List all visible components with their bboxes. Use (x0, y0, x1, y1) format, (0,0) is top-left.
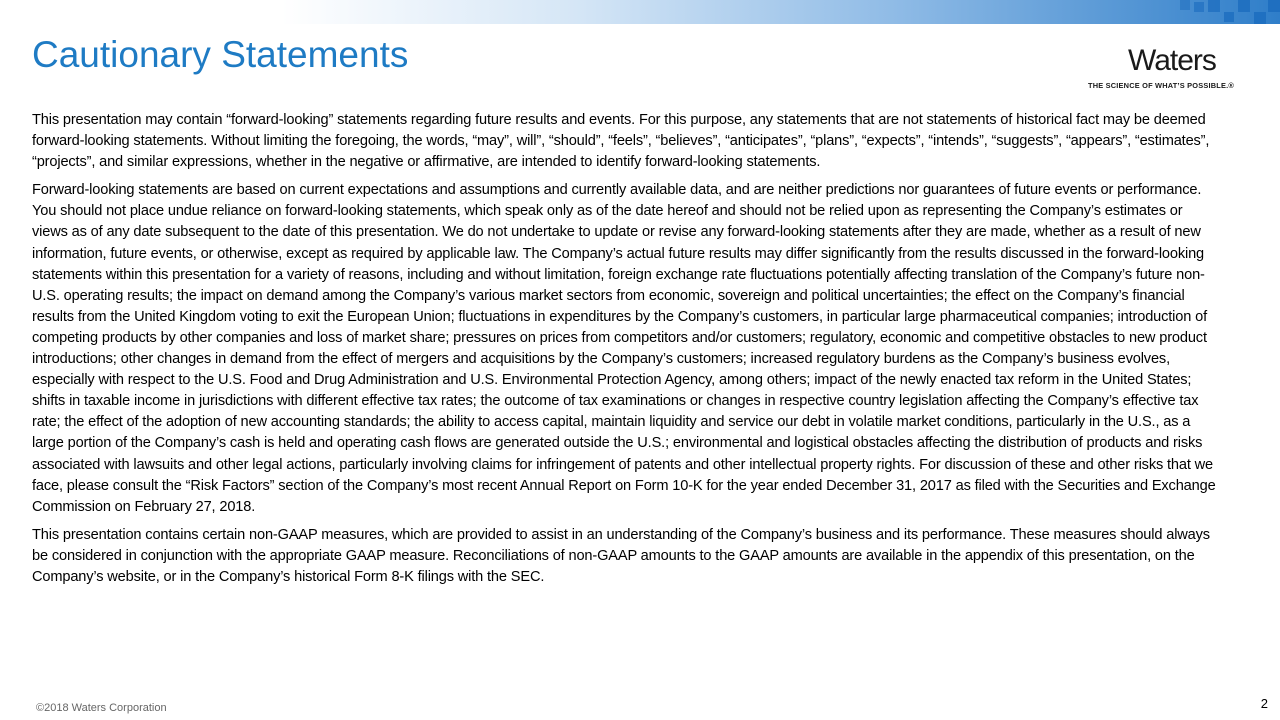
footer-copyright: ©2018 Waters Corporation (36, 702, 167, 714)
page-number: 2 (1260, 696, 1268, 711)
page-title: Cautionary Statements (32, 34, 409, 75)
logo-wordmark: Waters (1128, 44, 1216, 77)
cautionary-statements-body (32, 110, 1222, 595)
decorative-squares (1110, 0, 1280, 24)
logo-tagline: THE SCIENCE OF WHAT’S POSSIBLE.® (1088, 81, 1234, 90)
header-gradient-banner (0, 0, 1280, 24)
paragraph-non-gaap: This presentation contains certain non-GAAP measures, which are provided to assist in an understanding of the Company’s business and its performance. These measures should always be considered in conjunction with the appropriate GAAP measure. Reconciliations of non-GAAP amounts to the GAAP amounts are available in the appendix of this presentation, on the Company’s website, or in the Company’s historical Form 8-K filings with the SEC. (32, 526, 1210, 585)
paragraph-forward-looking-risks: Forward-looking statements are based on current expectations and assumptions and currently available data, and are neither predictions nor guarantees of future events or performance. You should not place undue reliance on forward-looking statements, which speak only as of the date hereof and should not be relied upon as representing the Company’s estimates or views as of any date subsequent to the date of this presentation. We do not undertake to update or revise any forward-looking statements after they are made, whether as a result of new information, future events, or otherwise, except as required by applicable law. The Company’s actual future results may differ significantly from the results discussed in the forward-looking statements within this presentation for a variety of reasons, including and without limitation, foreign exchange rate fluctuations potentially affecting translation of the Company’s future non-U.S. operating results; the impact on demand among the Company’s various market sectors from economic, sovereign and political uncertainties; the effect on the Company’s financial results from the United Kingdom voting to exit the European Union; fluctuations in expenditures by the Company’s customers, in particular large pharmaceutical companies; introduction of competing products by other companies and loss of market share; pressures on prices from competitors and/or customers; regulatory, economic and competitive obstacles to new product introductions; other changes in demand from the effect of mergers and acquisitions by the Company’s customers; increased regulatory burdens as the Company’s business evolves, especially with respect to the U.S. Food and Drug Administration and U.S. Environmental Protection Agency, among others; impact of the newly enacted tax reform in the United States; shifts in taxable income in jurisdictions with different effective tax rates; the outcome of tax examinations or changes in respective country legislation affecting the Company’s effective tax rate; the effect of the adoption of new accounting standards; the ability to access capital, maintain liquidity and service our debt in volatile market conditions, particularly in the U.S., as a large portion of the Company’s cash is held and operating cash flows are generated outside the U.S.; environmental and logistical obstacles affecting the distribution of products and risks associated with lawsuits and other legal actions, particularly involving claims for infringement of patents and other intellectual property rights. For discussion of these and other risks that we face, please consult the “Risk Factors” section of the Company’s most recent Annual Report on Form 10-K for the year ended December 31, 2017 as filed with the Securities and Exchange Commission on February 27, 2018. (32, 182, 1216, 515)
waters-logo (1086, 44, 1266, 94)
paragraph-forward-looking-intro: This presentation may contain “forward-looking” statements regarding future results and events. For this purpose, any statements that are not statements of historical fact may be deemed forward-looking statements. Without limiting the foregoing, the words, “may”, will”, “should”, “feels”, “believes”, “anticipates”, “plans”, “expects”, “intends”, “suggests”, “appears”, “estimates”, “projects”, and similar expressions, whether in the negative or affirmative, are intended to identify forward-looking statements. (32, 112, 1210, 171)
